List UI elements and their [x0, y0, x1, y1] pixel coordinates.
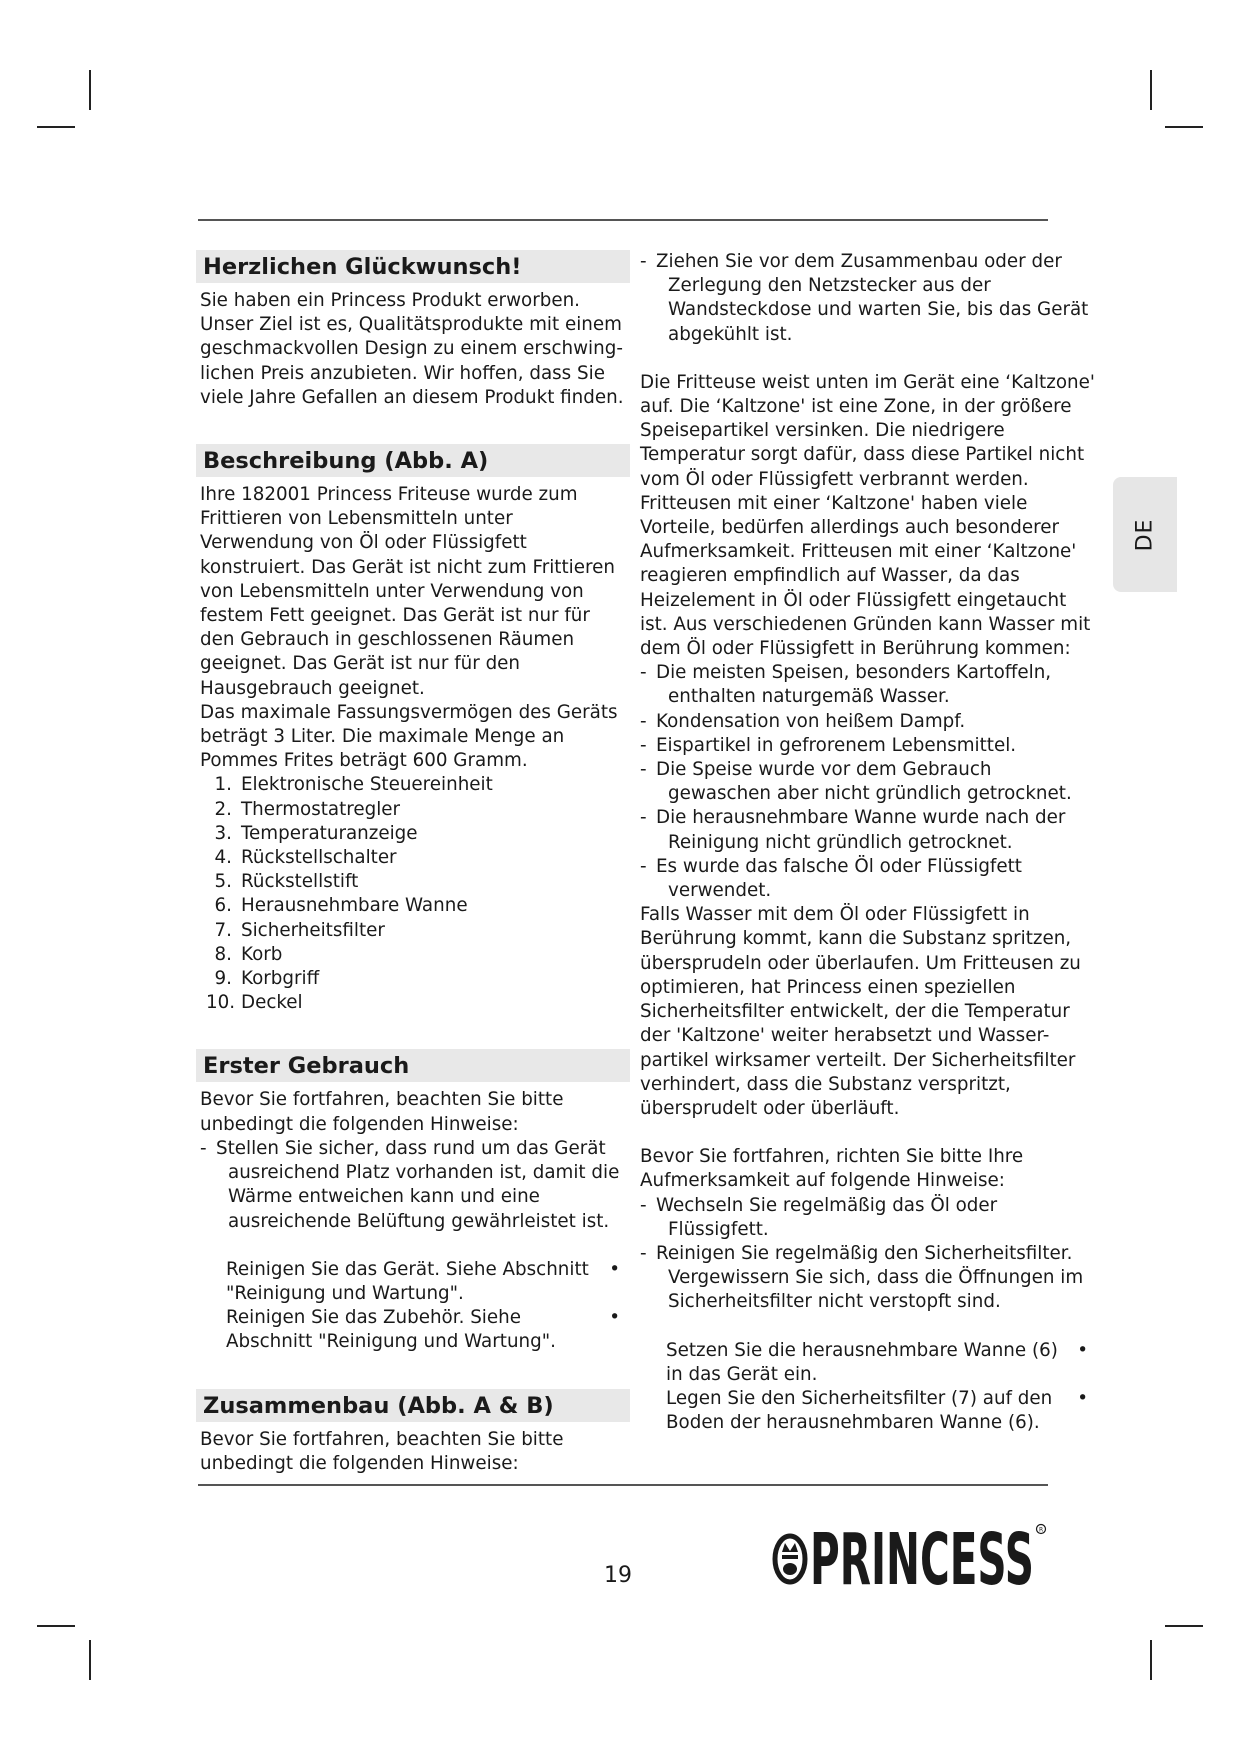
description-heading: Beschreibung (Abb. A) — [196, 444, 630, 477]
crop-mark — [1165, 1625, 1203, 1627]
crop-mark — [89, 1640, 91, 1680]
assembly-notes — [638, 250, 1098, 347]
list-item: 4. Rückstellschalter — [214, 847, 397, 869]
first-use-intro: Bevor Sie fortfahren, beachten Sie bitte unbedingt die folgenden Hinweise: — [200, 1089, 564, 1135]
first-use-heading: Erster Gebrauch — [196, 1049, 630, 1082]
top-rule — [198, 219, 1048, 221]
coldzone-text: Die Fritteuse weist unten im Gerät eine ‘Kaltzone' auf. Die ‘Kaltzone' ist eine Zone, in der größere Speisepartikel versinken. Die niedrigere Temperatur sorgt dafür, dass diese Partikel nicht vom Öl oder Flüssigfett verbrannt werden. Fritteusen mit einer ‘Kaltzone' haben viele Vorteile, bedürfen allerdings auch besonderer Aufmerksamkeit. Fritteusen mit einer ‘Kaltzone' reagieren empfindlich auf Wasser, da das Heizelement in Öl oder Flüssigfett eingetaucht ist. Aus verschiedenen Gründen kann Wasser mit dem Öl oder Flüssigfett in Berührung kommen: — [640, 371, 1095, 660]
list-item: - Ziehen Sie vor dem Zusammenbau oder der Zerlegung den Netzstecker aus der Wandsteckdose und warten Sie, bis das Gerät abgekühlt ist. — [638, 250, 1098, 347]
svg-text:R: R — [1039, 1526, 1044, 1534]
crop-mark — [1150, 70, 1152, 110]
bullet-icon: • — [1077, 1387, 1088, 1409]
step-clean-accessories: Reinigen Sie das Zubehör. Siehe Abschnitt "Reinigung und Wartung". • — [226, 1307, 620, 1353]
assembly-intro: Bevor Sie fortfahren, beachten Sie bitte unbedingt die folgenden Hinweise: — [200, 1428, 564, 1474]
list-item: - Die meisten Speisen, besonders Kartoffeln, enthalten naturgemäß Wasser. — [638, 661, 1098, 709]
list-item: - Die herausnehmbare Wanne wurde nach der Reinigung nicht gründlich getrocknet. — [638, 806, 1098, 854]
crop-mark — [1150, 1640, 1152, 1680]
list-item: 6. Herausnehmbare Wanne — [214, 895, 468, 917]
logo-wordmark: PRINCESS — [810, 1518, 1034, 1598]
bullet-icon: • — [609, 1307, 620, 1329]
congrats-text: Sie haben ein Princess Produkt erworben. Unser Ziel ist es, Qualitätsprodukte mit einem geschmackvollen Design zu einem erschwing-lichen Preis anzubieten. Wir hoffen, dass Sie viele Jahre Gefallen an diesem Produkt finden. — [200, 290, 624, 408]
water-reasons-list — [638, 661, 1098, 903]
princess-crown-icon — [775, 1536, 805, 1582]
step-place-filter: Legen Sie den Sicherheitsfilter (7) auf den Boden der herausnehmbaren Wanne (6). • — [666, 1387, 1088, 1434]
list-item: - Eispartikel in gefrorenem Lebensmittel. — [638, 734, 1098, 758]
list-item: 8. Korb — [214, 943, 283, 965]
assembly-heading: Zusammenbau (Abb. A & B) — [196, 1389, 630, 1422]
crop-mark — [37, 1625, 75, 1627]
right-column — [638, 250, 1098, 1435]
language-tab — [1113, 477, 1177, 592]
list-item: 5. Rückstellstift — [214, 871, 359, 893]
list-item: 1. Elektronische Steuereinheit — [214, 774, 493, 796]
crop-mark — [1165, 126, 1203, 128]
water-text: Falls Wasser mit dem Öl oder Flüssigfett in Berührung kommt, kann die Substanz spritzen, übersprudeln oder überlaufen. Um Fritteusen zu optimieren, hat Princess einen speziellen Sicherheitsfilter entwickelt, der die Temperatur der 'Kaltzone' weiter herabsetzt und Wasser-partikel wirksamer verteilt. Der Sicherheitsfilter verhindert, dass die Substanz verspritzt, übersprudelt oder überläuft. — [640, 904, 1081, 1119]
list-item: - Kondensation von heißem Dampf. — [638, 710, 1098, 734]
princess-logo — [768, 1518, 1050, 1598]
list-item: 10. Deckel — [206, 992, 303, 1014]
bottom-rule — [198, 1484, 1048, 1486]
attention-list — [638, 1194, 1098, 1315]
step-insert-tank: Setzen Sie die herausnehmbare Wanne (6) in das Gerät ein. • — [666, 1339, 1088, 1385]
left-column — [198, 250, 630, 1476]
list-item: - Wechseln Sie regelmäßig das Öl oder Flüssigfett. — [638, 1194, 1098, 1242]
list-item: - Stellen Sie sicher, dass rund um das Gerät ausreichend Platz vorhanden ist, damit die Wärme entweichen kann und eine ausreichende Belüftung gewährleistet ist. — [198, 1137, 630, 1234]
step-clean-device: Reinigen Sie das Gerät. Siehe Abschnitt "Reinigung und Wartung". • — [226, 1258, 620, 1304]
list-item: - Es wurde das falsche Öl oder Flüssigfett verwendet. — [638, 855, 1098, 903]
page-number: 19 — [604, 1563, 632, 1588]
list-item: - Die Speise wurde vor dem Gebrauch gewaschen aber nicht gründlich getrocknet. — [638, 758, 1098, 806]
capacity-text: Das maximale Fassungsvermögen des Geräts beträgt 3 Liter. Die maximale Menge an Pommes Frites beträgt 600 Gramm. — [200, 701, 618, 772]
first-use-notes — [198, 1137, 630, 1234]
description-text: Ihre 182001 Princess Friteuse wurde zum Frittieren von Lebensmitteln unter Verwendung von Öl oder Flüssigfett konstruiert. Das Gerät ist nicht zum Frittieren von Lebensmitteln unter Verwendung von festem Fett geeignet. Das Gerät ist nur für den Gebrauch in geschlossenen Räumen geeignet. Das Gerät ist nur für den Hausgebrauch geeignet. — [200, 484, 615, 699]
list-item: 7. Sicherheitsfilter — [214, 919, 385, 941]
list-item: - Reinigen Sie regelmäßig den Sicherheitsfilter. Vergewissern Sie sich, dass die Öffnungen im Sicherheitsfilter nicht verstopft sind. — [638, 1242, 1098, 1315]
congrats-heading: Herzlichen Glückwunsch! — [196, 250, 630, 283]
parts-list — [198, 773, 630, 1015]
attention-intro: Bevor Sie fortfahren, richten Sie bitte Ihre Aufmerksamkeit auf folgende Hinweise: — [640, 1146, 1024, 1192]
bullet-icon: • — [609, 1258, 620, 1280]
bullet-icon: • — [1077, 1339, 1088, 1361]
list-item: 2. Thermostatregler — [214, 798, 401, 820]
crop-mark — [37, 126, 75, 128]
crop-mark — [89, 70, 91, 110]
list-item: 3. Temperaturanzeige — [214, 822, 418, 844]
list-item: 9. Korbgriff — [214, 968, 320, 990]
language-tab-label: DE — [1132, 518, 1158, 551]
